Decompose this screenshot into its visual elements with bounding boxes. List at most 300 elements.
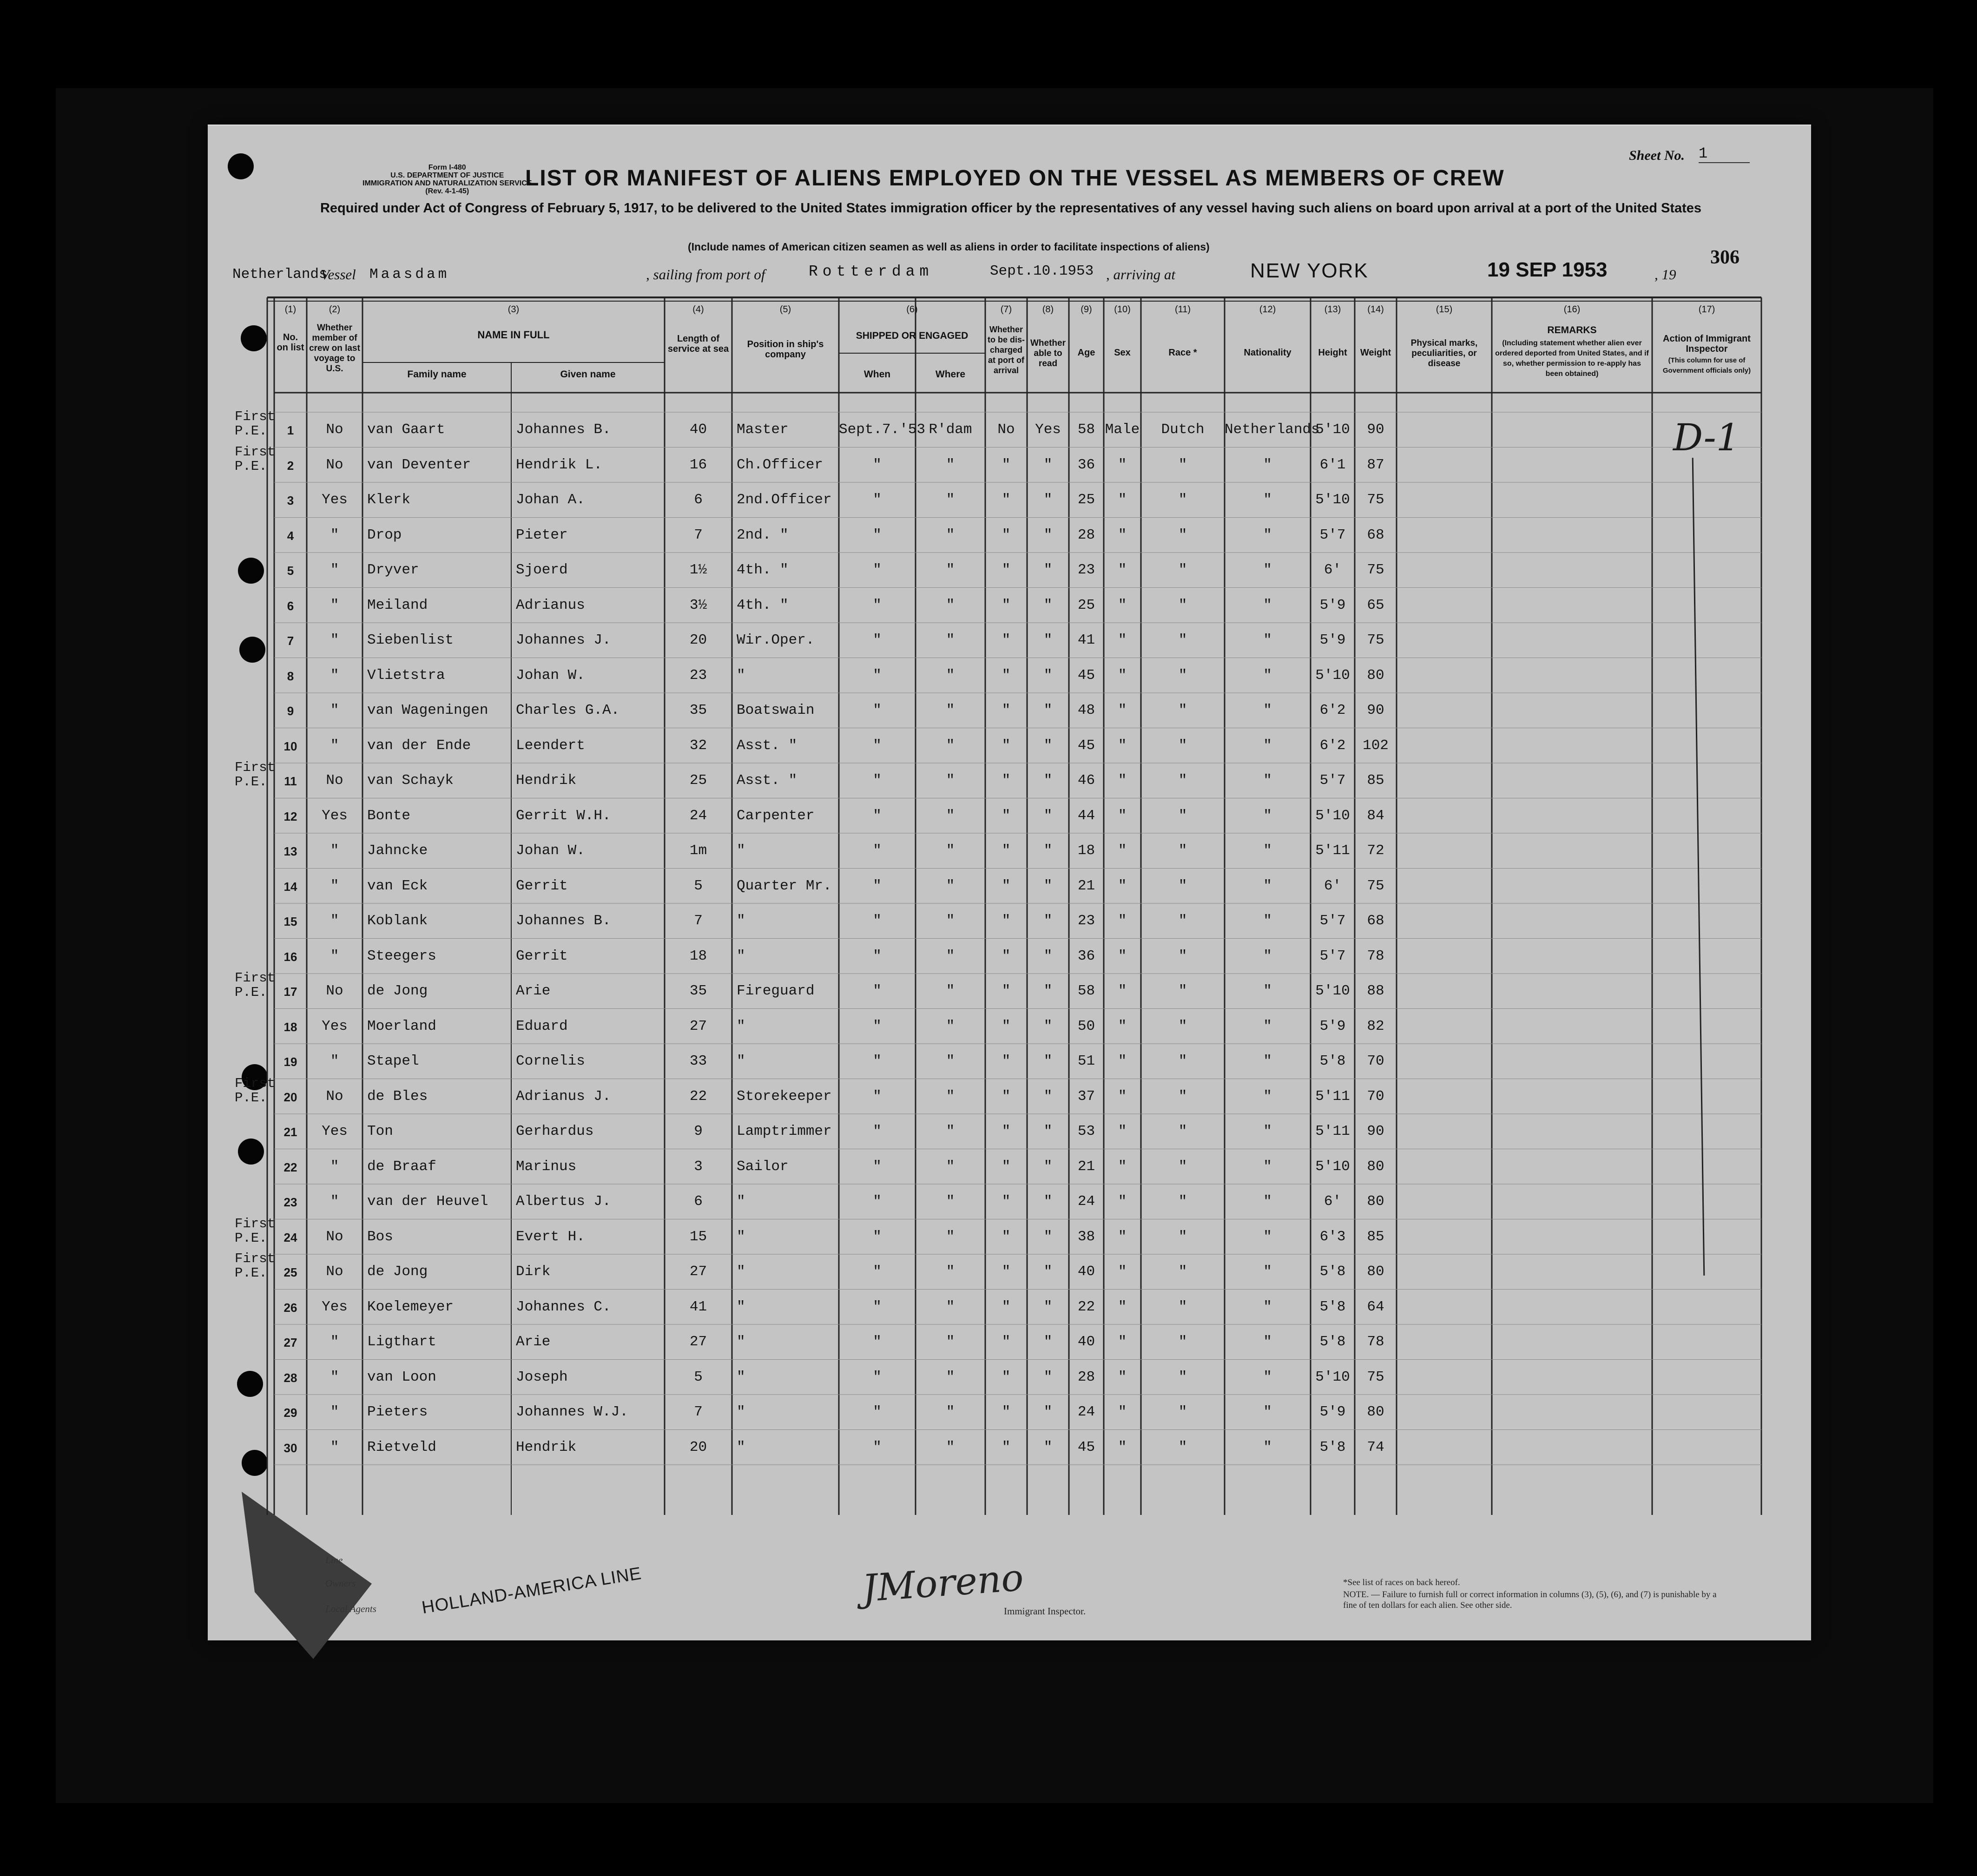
- cell-race: ": [1178, 1264, 1187, 1280]
- cell-family: de Jong: [367, 1264, 428, 1280]
- cell-n: 11: [284, 774, 297, 788]
- arriving-label: , arriving at: [1106, 266, 1175, 283]
- cell-position: Fireguard: [737, 983, 815, 999]
- cell-position: 2nd.Officer: [737, 492, 832, 508]
- cell-read: ": [1043, 1439, 1053, 1455]
- first-port-entry-mark: First P.E.: [235, 1075, 276, 1106]
- col-header-where: Where: [935, 369, 966, 380]
- cell-weight: 78: [1367, 1334, 1384, 1350]
- cell-nationality: ": [1263, 492, 1272, 508]
- cell-given: Dirk: [516, 1264, 551, 1280]
- cell-discharged: No: [997, 421, 1015, 438]
- cell-discharged: ": [1002, 1088, 1011, 1105]
- cell-discharged: ": [1002, 492, 1011, 508]
- cell-weight: 65: [1367, 597, 1384, 613]
- cell-nationality: ": [1263, 737, 1272, 754]
- cell-n: 24: [283, 1230, 297, 1244]
- cell-discharged: ": [1002, 527, 1011, 543]
- cell-position: Carpenter: [737, 807, 815, 824]
- col-header-position: Position in ship's company: [747, 339, 824, 360]
- cell-where: ": [946, 1298, 955, 1315]
- cell-age: 53: [1077, 1123, 1095, 1139]
- cell-given: Johannes W.J.: [516, 1404, 628, 1420]
- cell-given: Charles G.A.: [516, 702, 620, 718]
- cell-position: ": [737, 667, 745, 684]
- col-header-given-name: Given name: [560, 369, 616, 380]
- cell-age: 25: [1077, 597, 1095, 613]
- cell-height: 5'8: [1319, 1334, 1346, 1350]
- cell-service: 20: [689, 632, 707, 648]
- punch-hole: [238, 1139, 264, 1165]
- punch-hole: [238, 558, 264, 584]
- cell-service: 23: [689, 667, 707, 684]
- cell-where: ": [946, 632, 955, 648]
- cell-discharged: ": [1002, 913, 1011, 929]
- cell-race: ": [1178, 1193, 1187, 1210]
- cell-service: 35: [689, 983, 707, 999]
- cell-n: 4: [287, 528, 294, 543]
- cell-read: ": [1043, 1158, 1053, 1175]
- cell-discharged: ": [1002, 983, 1011, 999]
- first-port-entry-mark: First P.E.: [235, 409, 276, 439]
- column-number: (9): [1081, 304, 1092, 315]
- cell-nationality: ": [1263, 702, 1272, 718]
- punch-hole: [237, 1371, 263, 1397]
- cell-age: 22: [1077, 1298, 1095, 1315]
- col-header-name: NAME IN FULL: [477, 329, 550, 341]
- cell-height: 5'10: [1315, 807, 1350, 824]
- cell-read: ": [1043, 492, 1053, 508]
- cell-sex: ": [1118, 1334, 1127, 1350]
- cell-given: Gerhardus: [516, 1123, 594, 1139]
- punch-hole: [242, 1450, 268, 1476]
- cell-given: Gerrit W.H.: [516, 807, 611, 824]
- first-port-entry-mark: First P.E.: [235, 970, 276, 1000]
- cell-family: Drop: [367, 527, 402, 543]
- cell-n: 16: [283, 949, 297, 964]
- cell-prior: ": [330, 597, 339, 613]
- cell-prior: No: [326, 772, 343, 789]
- cell-service: 7: [694, 1404, 703, 1420]
- column-number: (4): [692, 304, 704, 315]
- cell-given: Hendrik L.: [516, 456, 603, 473]
- department-name: U.S. DEPARTMENT OF JUSTICE: [390, 171, 504, 179]
- column-number: (5): [779, 304, 791, 315]
- cell-age: 24: [1077, 1404, 1095, 1420]
- cell-read: ": [1043, 1088, 1053, 1105]
- cell-when: ": [873, 632, 882, 648]
- cell-discharged: ": [1002, 702, 1011, 718]
- arrival-date-stamp: 19 SEP 1953: [1487, 258, 1608, 281]
- cell-nationality: ": [1263, 667, 1272, 684]
- cell-where: ": [946, 1193, 955, 1210]
- cell-nationality: ": [1263, 1264, 1272, 1280]
- page-number: 306: [1710, 247, 1740, 268]
- cell-age: 51: [1077, 1053, 1095, 1069]
- cell-n: 1: [287, 423, 294, 437]
- cell-family: van Gaart: [367, 421, 445, 438]
- cell-position: 4th. ": [737, 562, 789, 578]
- cell-prior: ": [330, 527, 339, 543]
- cell-family: Dryver: [367, 562, 419, 578]
- cell-when: ": [873, 1264, 882, 1280]
- cell-sex: ": [1118, 948, 1127, 964]
- film-border-bottom: [0, 1803, 1977, 1876]
- cell-n: 15: [283, 915, 297, 928]
- penalty-note: NOTE. — Failure to furnish full or correct information in columns (3), (5), (6), and (7) is punishable by a fine of ten dollars for each alien. See other side.: [1343, 1590, 1717, 1610]
- cell-age: 41: [1077, 632, 1095, 648]
- cell-height: 6'2: [1319, 702, 1346, 718]
- cell-given: Leendert: [516, 737, 585, 754]
- cell-given: Gerrit: [516, 948, 568, 964]
- cell-prior: Yes: [322, 1018, 348, 1034]
- cell-family: Bos: [367, 1228, 393, 1245]
- col-header-age: Age: [1077, 348, 1095, 358]
- cell-where: ": [946, 1088, 955, 1105]
- cell-position: Asst. ": [737, 737, 797, 754]
- agents-label: Local Agents: [325, 1603, 376, 1614]
- column-number: (8): [1042, 304, 1054, 315]
- cell-when: ": [873, 843, 882, 859]
- column-number: (7): [1000, 304, 1012, 315]
- form-number: Form I-480: [428, 164, 466, 171]
- cell-nationality: ": [1263, 913, 1272, 929]
- cell-n: 28: [283, 1370, 297, 1385]
- cell-service: 7: [694, 913, 703, 929]
- punch-hole: [241, 325, 267, 351]
- cell-where: ": [946, 1158, 955, 1175]
- cell-n: 29: [283, 1406, 297, 1420]
- cell-when: ": [873, 948, 882, 964]
- cell-service: 33: [689, 1053, 707, 1069]
- cell-family: Stapel: [367, 1053, 419, 1069]
- cell-discharged: ": [1002, 1264, 1011, 1280]
- cell-age: 24: [1077, 1193, 1095, 1210]
- cell-prior: ": [330, 1193, 339, 1210]
- cell-read: ": [1043, 562, 1053, 578]
- cell-sex: ": [1118, 913, 1127, 929]
- cell-when: ": [873, 1228, 882, 1245]
- cell-read: ": [1043, 702, 1053, 718]
- arrival-port: NEW YORK: [1250, 259, 1369, 282]
- column-number: (14): [1367, 304, 1384, 315]
- departure-port: Rotterdam: [809, 263, 934, 280]
- cell-position: Asst. ": [737, 772, 797, 789]
- cell-weight: 80: [1367, 1193, 1384, 1210]
- cell-where: ": [946, 1334, 955, 1350]
- line-label: Line: [325, 1554, 343, 1566]
- cell-service: 22: [689, 1088, 707, 1105]
- cell-nationality: ": [1263, 983, 1272, 999]
- cell-read: ": [1043, 597, 1053, 613]
- first-port-entry-mark: First P.E.: [235, 760, 276, 790]
- cell-nationality: ": [1263, 772, 1272, 789]
- cell-when: ": [873, 1298, 882, 1315]
- cell-race: ": [1178, 807, 1187, 824]
- cell-given: Hendrik: [516, 1439, 577, 1455]
- col-header-number: No. on list: [277, 332, 304, 353]
- col-header-physical-marks: Physical marks, peculiarities, or disease: [1410, 338, 1478, 369]
- inspector-signature: JMoreno: [861, 1555, 1025, 1611]
- cell-when: ": [873, 1053, 882, 1069]
- cell-where: ": [946, 492, 955, 508]
- cell-discharged: ": [1002, 1053, 1011, 1069]
- cell-where: ": [946, 772, 955, 789]
- cell-n: 3: [287, 494, 294, 507]
- cell-race: ": [1178, 1369, 1187, 1385]
- column-number: (16): [1563, 304, 1581, 315]
- cell-read: Yes: [1035, 421, 1061, 438]
- cell-position: ": [737, 1264, 745, 1280]
- cell-where: ": [946, 456, 955, 473]
- cell-prior: No: [326, 1228, 343, 1245]
- column-number: (2): [329, 304, 341, 315]
- cell-nationality: ": [1263, 527, 1272, 543]
- cell-family: Koelemeyer: [367, 1298, 454, 1315]
- cell-discharged: ": [1002, 772, 1011, 789]
- service-name: IMMIGRATION AND NATURALIZATION SERVICE: [362, 179, 532, 187]
- cell-given: Arie: [516, 983, 551, 999]
- cell-height: 5'9: [1319, 1404, 1346, 1420]
- cell-when: ": [873, 492, 882, 508]
- cell-read: ": [1043, 772, 1053, 789]
- cell-weight: 80: [1367, 1404, 1384, 1420]
- cell-weight: 90: [1367, 1123, 1384, 1139]
- cell-family: van Wageningen: [367, 702, 488, 718]
- cell-discharged: ": [1002, 1193, 1011, 1210]
- col-header-action-note: (This column for use of Government officials only): [1662, 356, 1751, 375]
- col-header-weight: Weight: [1360, 348, 1391, 358]
- cell-when: ": [873, 1088, 882, 1105]
- cell-where: ": [946, 913, 955, 929]
- cell-discharged: ": [1002, 1369, 1011, 1385]
- cell-when: ": [873, 702, 882, 718]
- col-header-shipped: SHIPPED OR ENGAGED: [856, 330, 969, 341]
- cell-read: ": [1043, 948, 1053, 964]
- cell-weight: 90: [1367, 702, 1384, 718]
- cell-service: 3: [694, 1158, 703, 1175]
- column-number: (6): [906, 304, 918, 315]
- cell-discharged: ": [1002, 1334, 1011, 1350]
- cell-given: Johannes J.: [516, 632, 611, 648]
- cell-read: ": [1043, 1053, 1053, 1069]
- cell-n: 21: [283, 1125, 297, 1139]
- cell-position: Quarter Mr.: [737, 877, 832, 894]
- cell-height: 5'10: [1315, 1369, 1350, 1385]
- cell-when: ": [873, 597, 882, 613]
- cell-where: ": [946, 1369, 955, 1385]
- vessel-label: Vessel: [321, 266, 356, 283]
- sheet-label: Sheet No.: [1629, 148, 1685, 163]
- cell-height: 6': [1324, 877, 1342, 894]
- cell-n: 6: [287, 599, 294, 613]
- cell-race: ": [1178, 1439, 1187, 1455]
- cell-prior: ": [330, 877, 339, 894]
- cell-when: ": [873, 983, 882, 999]
- cell-service: 41: [689, 1298, 707, 1315]
- col-header-service: Length of service at sea: [667, 334, 729, 354]
- cell-n: 7: [287, 634, 294, 648]
- inspector-annotation: D-1: [1673, 416, 1740, 459]
- cell-when: ": [873, 737, 882, 754]
- cell-height: 5'7: [1319, 913, 1346, 929]
- cell-position: Lamptrimmer: [737, 1123, 832, 1139]
- col-header-action: Action of Immigrant Inspector: [1663, 334, 1751, 354]
- cell-age: 44: [1077, 807, 1095, 824]
- cell-race: ": [1178, 667, 1187, 684]
- cell-given: Johannes C.: [516, 1298, 611, 1315]
- cell-nationality: ": [1263, 877, 1272, 894]
- cell-sex: ": [1118, 702, 1127, 718]
- cell-position: Sailor: [737, 1158, 789, 1175]
- cell-where: ": [946, 1404, 955, 1420]
- cell-family: Koblank: [367, 913, 428, 929]
- vessel-nationality: Netherlands: [232, 266, 328, 283]
- cell-discharged: ": [1002, 1158, 1011, 1175]
- cell-read: ": [1043, 527, 1053, 543]
- cell-sex: ": [1118, 1158, 1127, 1175]
- cell-weight: 78: [1367, 948, 1384, 964]
- cell-read: ": [1043, 667, 1053, 684]
- cell-age: 40: [1077, 1264, 1095, 1280]
- cell-nationality: ": [1263, 1369, 1272, 1385]
- cell-sex: ": [1118, 597, 1127, 613]
- cell-n: 9: [287, 704, 294, 718]
- cell-age: 37: [1077, 1088, 1095, 1105]
- col-header-nationality: Nationality: [1244, 348, 1292, 358]
- cell-position: ": [737, 1298, 745, 1315]
- cell-sex: ": [1118, 772, 1127, 789]
- cell-age: 40: [1077, 1334, 1095, 1350]
- cell-position: Wir.Oper.: [737, 632, 815, 648]
- cell-height: 5'10: [1315, 492, 1350, 508]
- col-header-sex: Sex: [1114, 348, 1131, 358]
- cell-read: ": [1043, 1193, 1053, 1210]
- cell-family: van Eck: [367, 877, 428, 894]
- vessel-name: Maasdam: [369, 266, 450, 283]
- cell-age: 45: [1077, 1439, 1095, 1455]
- cell-where: ": [946, 1439, 955, 1455]
- cell-prior: ": [330, 913, 339, 929]
- cell-race: ": [1178, 1053, 1187, 1069]
- cell-sex: ": [1118, 1404, 1127, 1420]
- cell-where: ": [946, 1264, 955, 1280]
- cell-weight: 80: [1367, 1158, 1384, 1175]
- cell-race: ": [1178, 702, 1187, 718]
- cell-prior: Yes: [322, 807, 348, 824]
- first-port-entry-mark: First P.E.: [235, 1216, 276, 1246]
- cell-family: de Jong: [367, 983, 428, 999]
- cell-family: de Bles: [367, 1088, 428, 1105]
- cell-race: ": [1178, 737, 1187, 754]
- sailing-date: Sept.10.1953: [990, 263, 1094, 279]
- cell-read: ": [1043, 1298, 1053, 1315]
- cell-n: 5: [287, 564, 294, 578]
- cell-weight: 70: [1367, 1088, 1384, 1105]
- cell-prior: No: [326, 456, 343, 473]
- cell-service: 7: [694, 527, 703, 543]
- cell-prior: No: [326, 421, 343, 438]
- cell-race: ": [1178, 948, 1187, 964]
- cell-height: 6': [1324, 562, 1342, 578]
- cell-race: ": [1178, 983, 1187, 999]
- cell-age: 21: [1077, 877, 1095, 894]
- cell-read: ": [1043, 1369, 1053, 1385]
- cell-service: 15: [689, 1228, 707, 1245]
- cell-prior: ": [330, 843, 339, 859]
- cell-sex: ": [1118, 527, 1127, 543]
- cell-service: 20: [689, 1439, 707, 1455]
- cell-height: 6': [1324, 1193, 1342, 1210]
- cell-service: 18: [689, 948, 707, 964]
- cell-n: 10: [283, 739, 297, 753]
- cell-discharged: ": [1002, 1298, 1011, 1315]
- cell-discharged: ": [1002, 667, 1011, 684]
- cell-family: van der Ende: [367, 737, 471, 754]
- column-number: (10): [1114, 304, 1131, 315]
- cell-discharged: ": [1002, 1228, 1011, 1245]
- first-port-entry-mark: First P.E.: [235, 1251, 276, 1281]
- cell-sex: ": [1118, 1298, 1127, 1315]
- cell-family: Moerland: [367, 1018, 436, 1034]
- cell-service: 5: [694, 877, 703, 894]
- cell-race: ": [1178, 456, 1187, 473]
- cell-weight: 75: [1367, 877, 1384, 894]
- cell-nationality: ": [1263, 597, 1272, 613]
- cell-read: ": [1043, 1334, 1053, 1350]
- cell-position: 4th. ": [737, 597, 789, 613]
- cell-sex: ": [1118, 1053, 1127, 1069]
- cell-age: 46: [1077, 772, 1095, 789]
- cell-weight: 75: [1367, 492, 1384, 508]
- cell-prior: No: [326, 1264, 343, 1280]
- cell-race: ": [1178, 1404, 1187, 1420]
- cell-prior: ": [330, 562, 339, 578]
- cell-given: Pieter: [516, 527, 568, 543]
- cell-height: 5'9: [1319, 632, 1346, 648]
- cell-nationality: ": [1263, 1123, 1272, 1139]
- cell-read: ": [1043, 983, 1053, 999]
- cell-nationality: ": [1263, 1018, 1272, 1034]
- cell-prior: Yes: [322, 492, 348, 508]
- cell-where: ": [946, 562, 955, 578]
- cell-weight: 88: [1367, 983, 1384, 999]
- cell-position: ": [737, 1404, 745, 1420]
- cell-where: ": [946, 1018, 955, 1034]
- cell-given: Sjoerd: [516, 562, 568, 578]
- form-identifier: [362, 164, 532, 195]
- cell-service: 1m: [689, 843, 707, 859]
- cell-prior: ": [330, 667, 339, 684]
- cell-family: Klerk: [367, 492, 411, 508]
- cell-family: Vlietstra: [367, 667, 445, 684]
- cell-n: 18: [283, 1020, 297, 1034]
- cell-when: ": [873, 1439, 882, 1455]
- cell-race: Dutch: [1161, 421, 1205, 438]
- cell-where: ": [946, 1228, 955, 1245]
- cell-nationality: ": [1263, 843, 1272, 859]
- cell-sex: ": [1118, 983, 1127, 999]
- cell-prior: ": [330, 1404, 339, 1420]
- cell-sex: ": [1118, 1228, 1127, 1245]
- cell-where: ": [946, 597, 955, 613]
- cell-race: ": [1178, 843, 1187, 859]
- cell-race: ": [1178, 1158, 1187, 1175]
- cell-sex: ": [1118, 1123, 1127, 1139]
- cell-read: ": [1043, 1018, 1053, 1034]
- cell-prior: ": [330, 948, 339, 964]
- cell-height: 5'8: [1319, 1053, 1346, 1069]
